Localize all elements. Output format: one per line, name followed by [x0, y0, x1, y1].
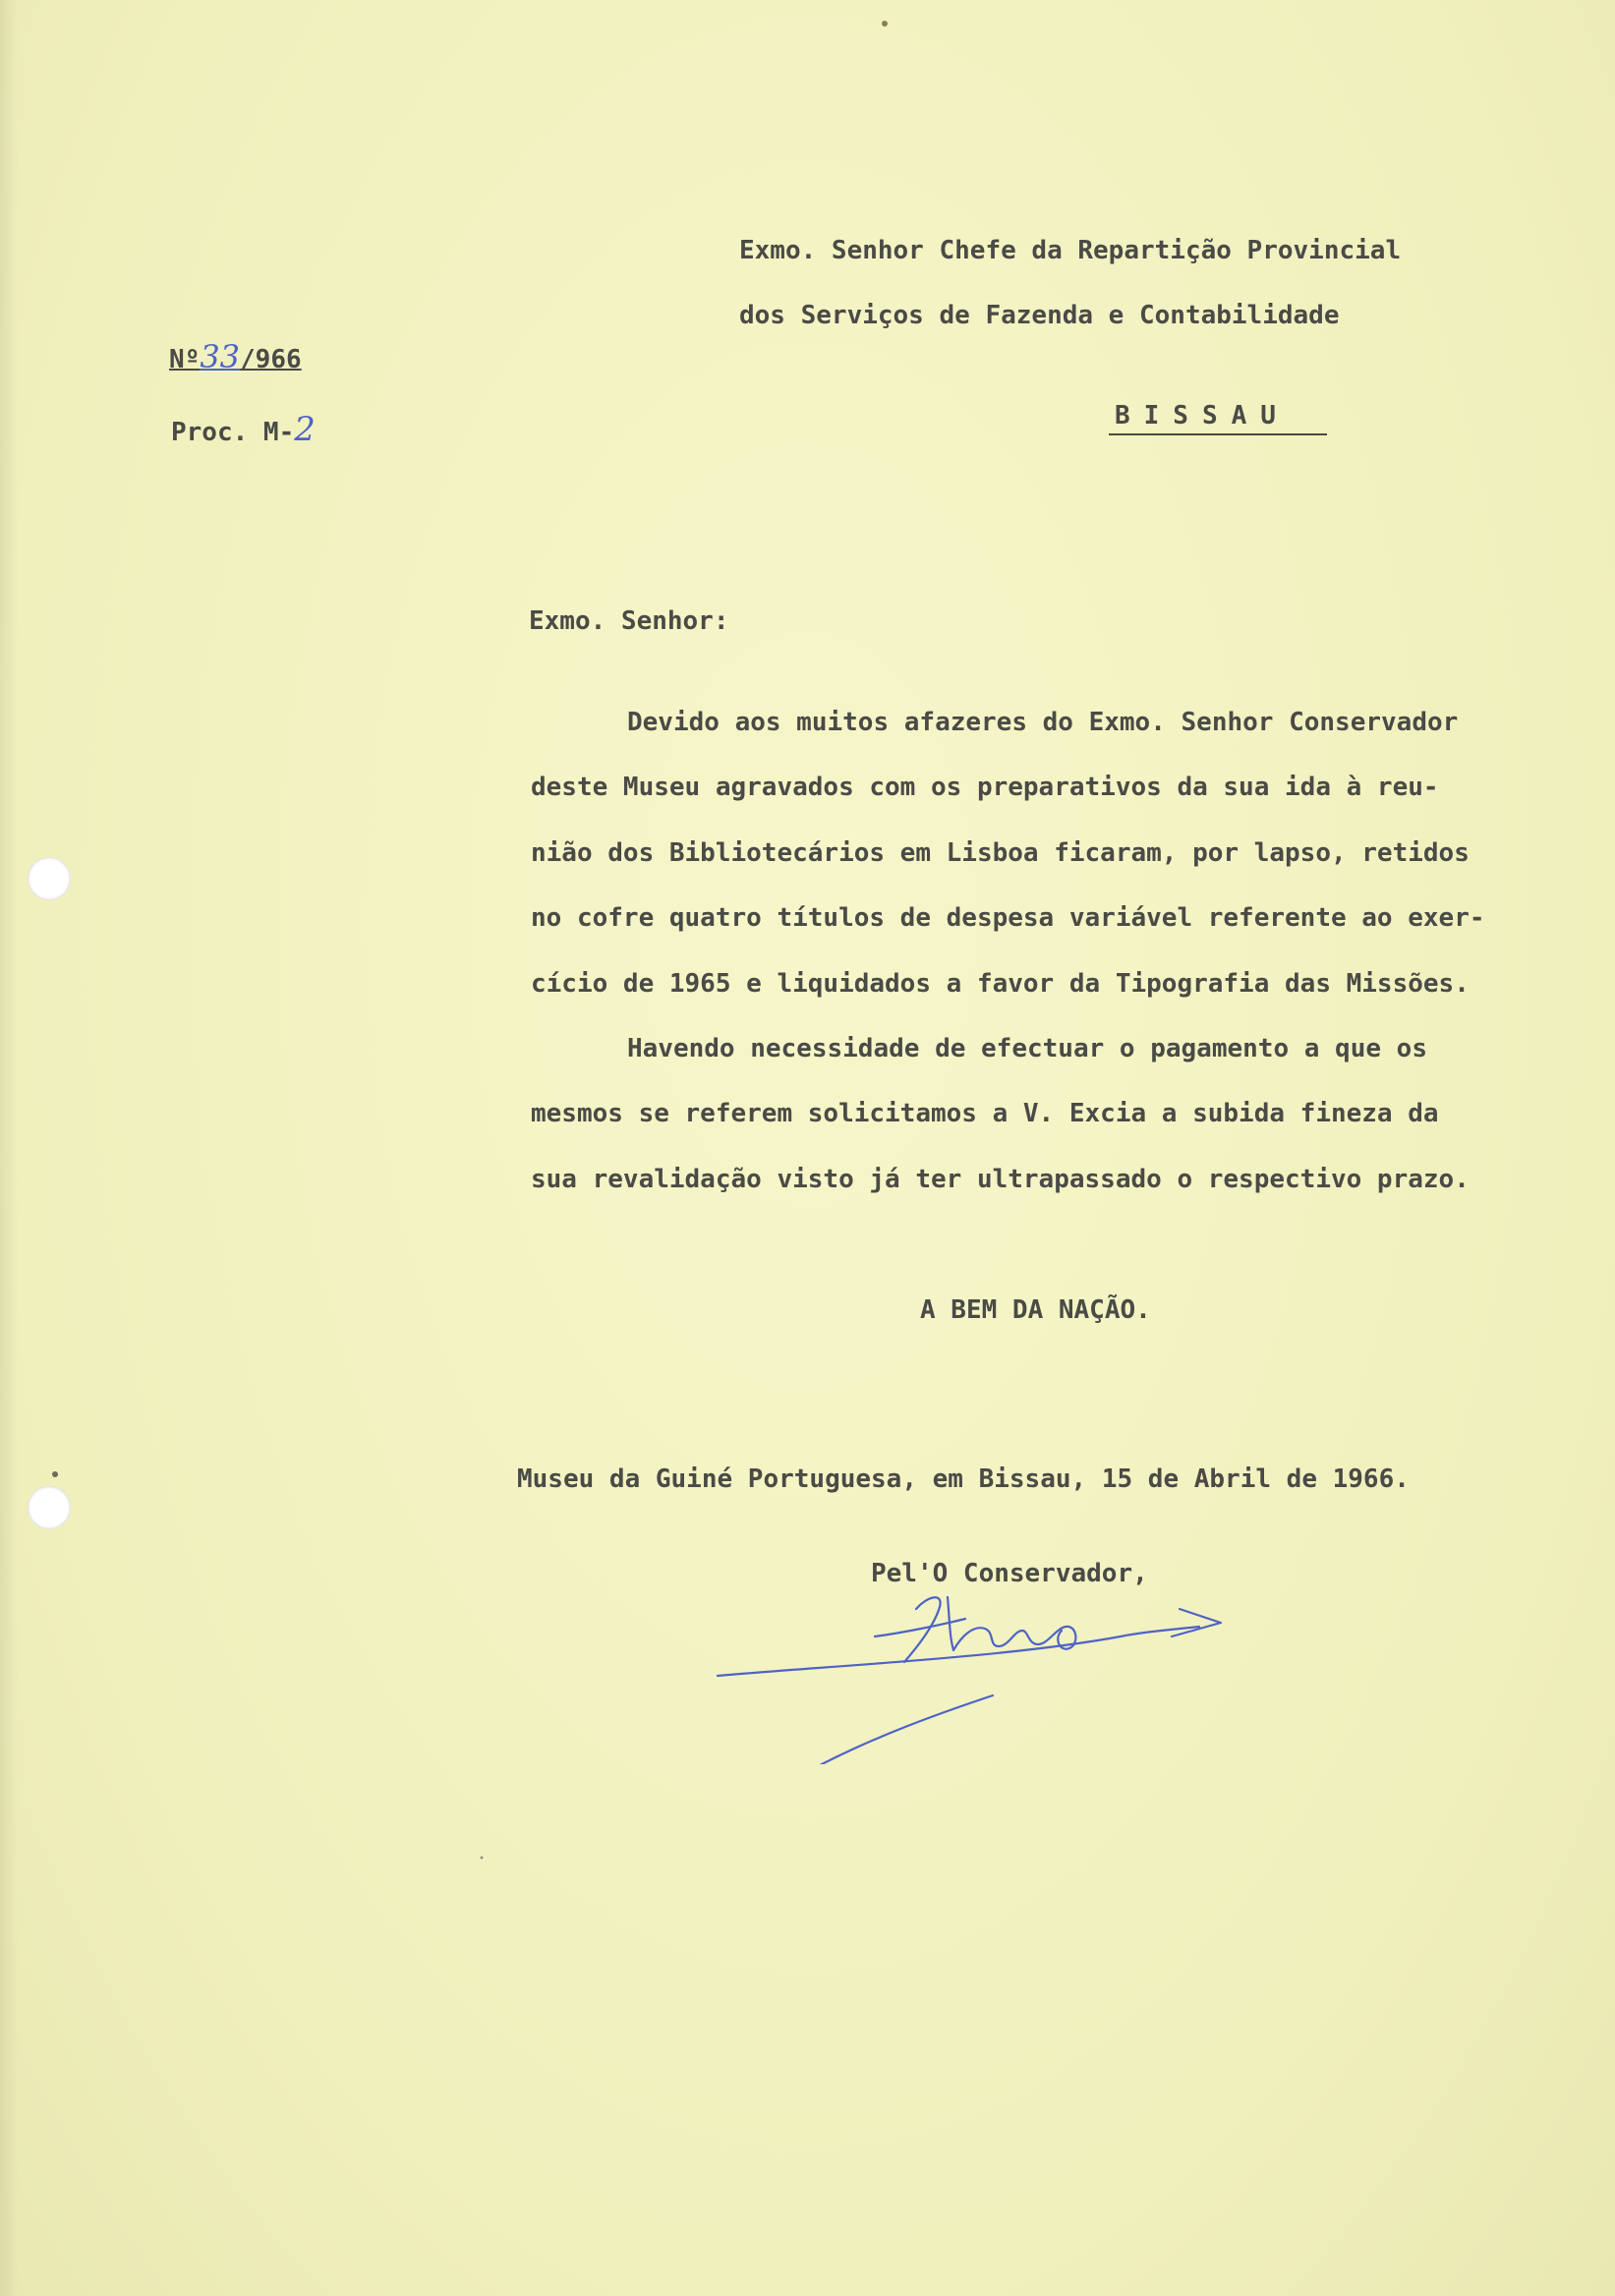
destination-city: BISSAU	[1115, 401, 1290, 430]
body-line: mesmos se referem solicitamos a V. Excia a subida fineza da	[531, 1099, 1439, 1128]
reference-number-handwritten: 33	[200, 338, 241, 375]
closing-formula: A BEM DA NAÇÃO.	[920, 1295, 1151, 1325]
body-line: sua revalidação visto já ter ultrapassado o respectivo prazo.	[531, 1165, 1470, 1194]
recipient-line-2: dos Serviços de Fazenda e Contabilidade	[739, 301, 1340, 330]
punch-hole	[28, 857, 71, 900]
process-handwritten: 2	[294, 410, 316, 449]
handwritten-signature	[708, 1568, 1229, 1764]
body-line: Havendo necessidade de efectuar o pagamento a que os	[627, 1034, 1427, 1063]
punch-hole	[28, 1486, 71, 1529]
salutation: Exmo. Senhor:	[529, 606, 729, 636]
process-label: Proc. M-	[171, 418, 295, 447]
body-line: deste Museu agravados com os preparativos da sua ida à reu-	[531, 773, 1439, 802]
place-and-date: Museu da Guiné Portuguesa, em Bissau, 15 de Abril de 1966.	[517, 1464, 1410, 1494]
body-line: nião dos Bibliotecários em Lisboa ficaram, por lapso, retidos	[531, 838, 1470, 868]
body-line: Devido aos muitos afazeres do Exmo. Senhor Conservador	[627, 708, 1459, 737]
destination-underline	[1109, 433, 1327, 435]
process-reference	[171, 410, 316, 449]
body-line: no cofre quatro títulos de despesa variável referente ao exer-	[531, 903, 1485, 933]
body-line: cício de 1965 e liquidados a favor da Tipografia das Missões.	[531, 969, 1470, 999]
reference-number	[169, 338, 302, 375]
signatory-title: Pel'O Conservador,	[871, 1559, 1148, 1588]
recipient-line-1: Exmo. Senhor Chefe da Repartição Provincial	[739, 236, 1402, 265]
reference-number-prefix: Nº	[169, 345, 201, 374]
reference-number-suffix: /966	[240, 345, 302, 374]
